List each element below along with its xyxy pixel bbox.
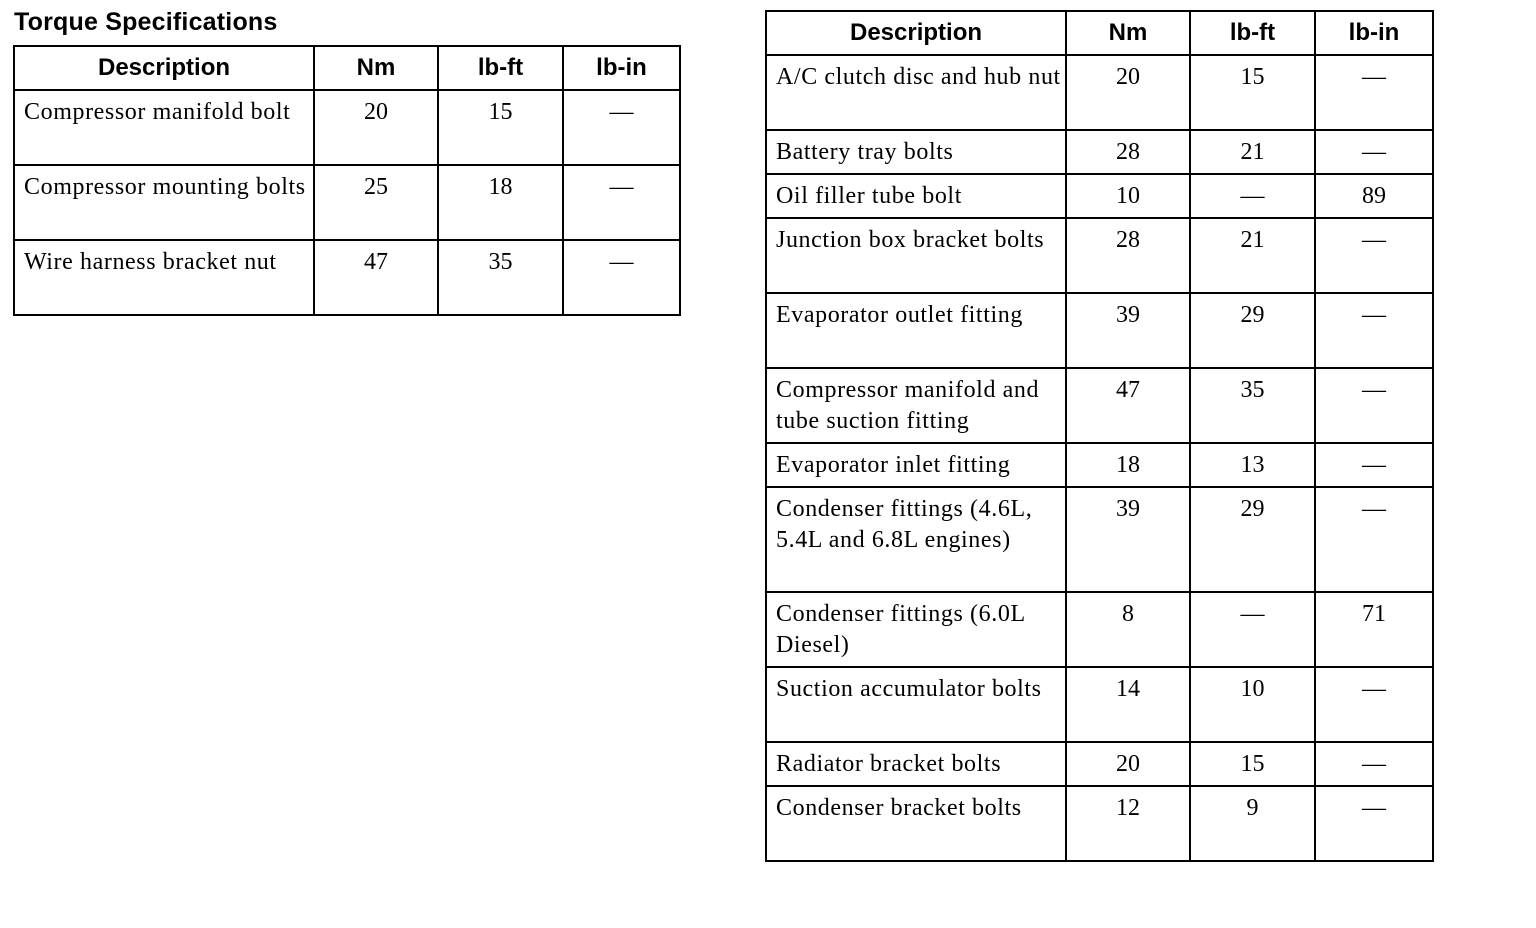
cell-description: Suction accumulator bolts [766,667,1066,742]
cell-description: Evaporator outlet fitting [766,293,1066,368]
table-row [766,130,1433,174]
table-row [766,293,1433,368]
table-row [766,174,1433,218]
page-title: Torque Specifications [14,8,278,36]
column-header-description: Description [14,46,314,90]
table-row [766,368,1433,443]
cell-description: Condenser fittings (4.6L, 5.4L and 6.8L engines) [766,487,1066,592]
cell-description: Oil filler tube bolt [766,174,1066,218]
column-header-lbin: lb-in [563,46,680,90]
cell-lbin: — [1315,443,1433,487]
table-row [766,218,1433,293]
cell-description: Compressor manifold bolt [14,90,314,165]
cell-lbin: — [1315,487,1433,592]
column-header-lbft: lb-ft [438,46,563,90]
cell-nm: 8 [1066,592,1190,667]
table-row [766,55,1433,130]
cell-lbft: 9 [1190,786,1315,861]
table-row [766,487,1433,592]
cell-lbft: 18 [438,165,563,240]
table-row [766,592,1433,667]
cell-description: Condenser fittings (6.0L Diesel) [766,592,1066,667]
cell-lbft: 15 [438,90,563,165]
column-header-lbft: lb-ft [1190,11,1315,55]
cell-nm: 47 [1066,368,1190,443]
cell-description: Compressor mounting bolts [14,165,314,240]
cell-nm: 28 [1066,218,1190,293]
cell-lbin: 71 [1315,592,1433,667]
cell-lbin: — [1315,130,1433,174]
cell-lbft: 10 [1190,667,1315,742]
cell-lbft: 15 [1190,742,1315,786]
cell-lbin: — [1315,218,1433,293]
cell-lbin: — [563,165,680,240]
column-header-nm: Nm [314,46,438,90]
cell-nm: 39 [1066,487,1190,592]
cell-lbft: 35 [1190,368,1315,443]
cell-nm: 20 [1066,55,1190,130]
cell-nm: 25 [314,165,438,240]
cell-lbft: 21 [1190,130,1315,174]
cell-nm: 18 [1066,443,1190,487]
cell-nm: 10 [1066,174,1190,218]
cell-nm: 12 [1066,786,1190,861]
cell-description: Condenser bracket bolts [766,786,1066,861]
table-row [766,667,1433,742]
cell-description: Compressor manifold and tube suction fitting [766,368,1066,443]
cell-description: A/C clutch disc and hub nut [766,55,1066,130]
cell-nm: 14 [1066,667,1190,742]
cell-lbft: 13 [1190,443,1315,487]
cell-description: Wire harness bracket nut [14,240,314,315]
cell-lbin: — [1315,742,1433,786]
cell-lbin: — [1315,55,1433,130]
table-header-row [14,46,680,90]
cell-nm: 47 [314,240,438,315]
cell-nm: 39 [1066,293,1190,368]
cell-description: Radiator bracket bolts [766,742,1066,786]
cell-lbft: 35 [438,240,563,315]
cell-lbft: — [1190,592,1315,667]
cell-nm: 20 [314,90,438,165]
table-header-row [766,11,1433,55]
torque-table-left [13,45,681,316]
cell-lbin: — [563,240,680,315]
column-header-nm: Nm [1066,11,1190,55]
cell-lbft: — [1190,174,1315,218]
cell-lbft: 29 [1190,293,1315,368]
column-header-lbin: lb-in [1315,11,1433,55]
table-row [766,786,1433,861]
cell-lbin: — [563,90,680,165]
cell-lbin: — [1315,368,1433,443]
cell-nm: 20 [1066,742,1190,786]
cell-description: Battery tray bolts [766,130,1066,174]
cell-lbin: — [1315,667,1433,742]
table-row [14,240,680,315]
cell-lbft: 29 [1190,487,1315,592]
cell-description: Junction box bracket bolts [766,218,1066,293]
cell-lbin: 89 [1315,174,1433,218]
cell-lbft: 21 [1190,218,1315,293]
cell-description: Evaporator inlet fitting [766,443,1066,487]
table-row [766,742,1433,786]
cell-lbin: — [1315,786,1433,861]
column-header-description: Description [766,11,1066,55]
table-row [14,90,680,165]
table-row [14,165,680,240]
torque-table-right [765,10,1434,862]
cell-lbft: 15 [1190,55,1315,130]
cell-nm: 28 [1066,130,1190,174]
table-row [766,443,1433,487]
cell-lbin: — [1315,293,1433,368]
